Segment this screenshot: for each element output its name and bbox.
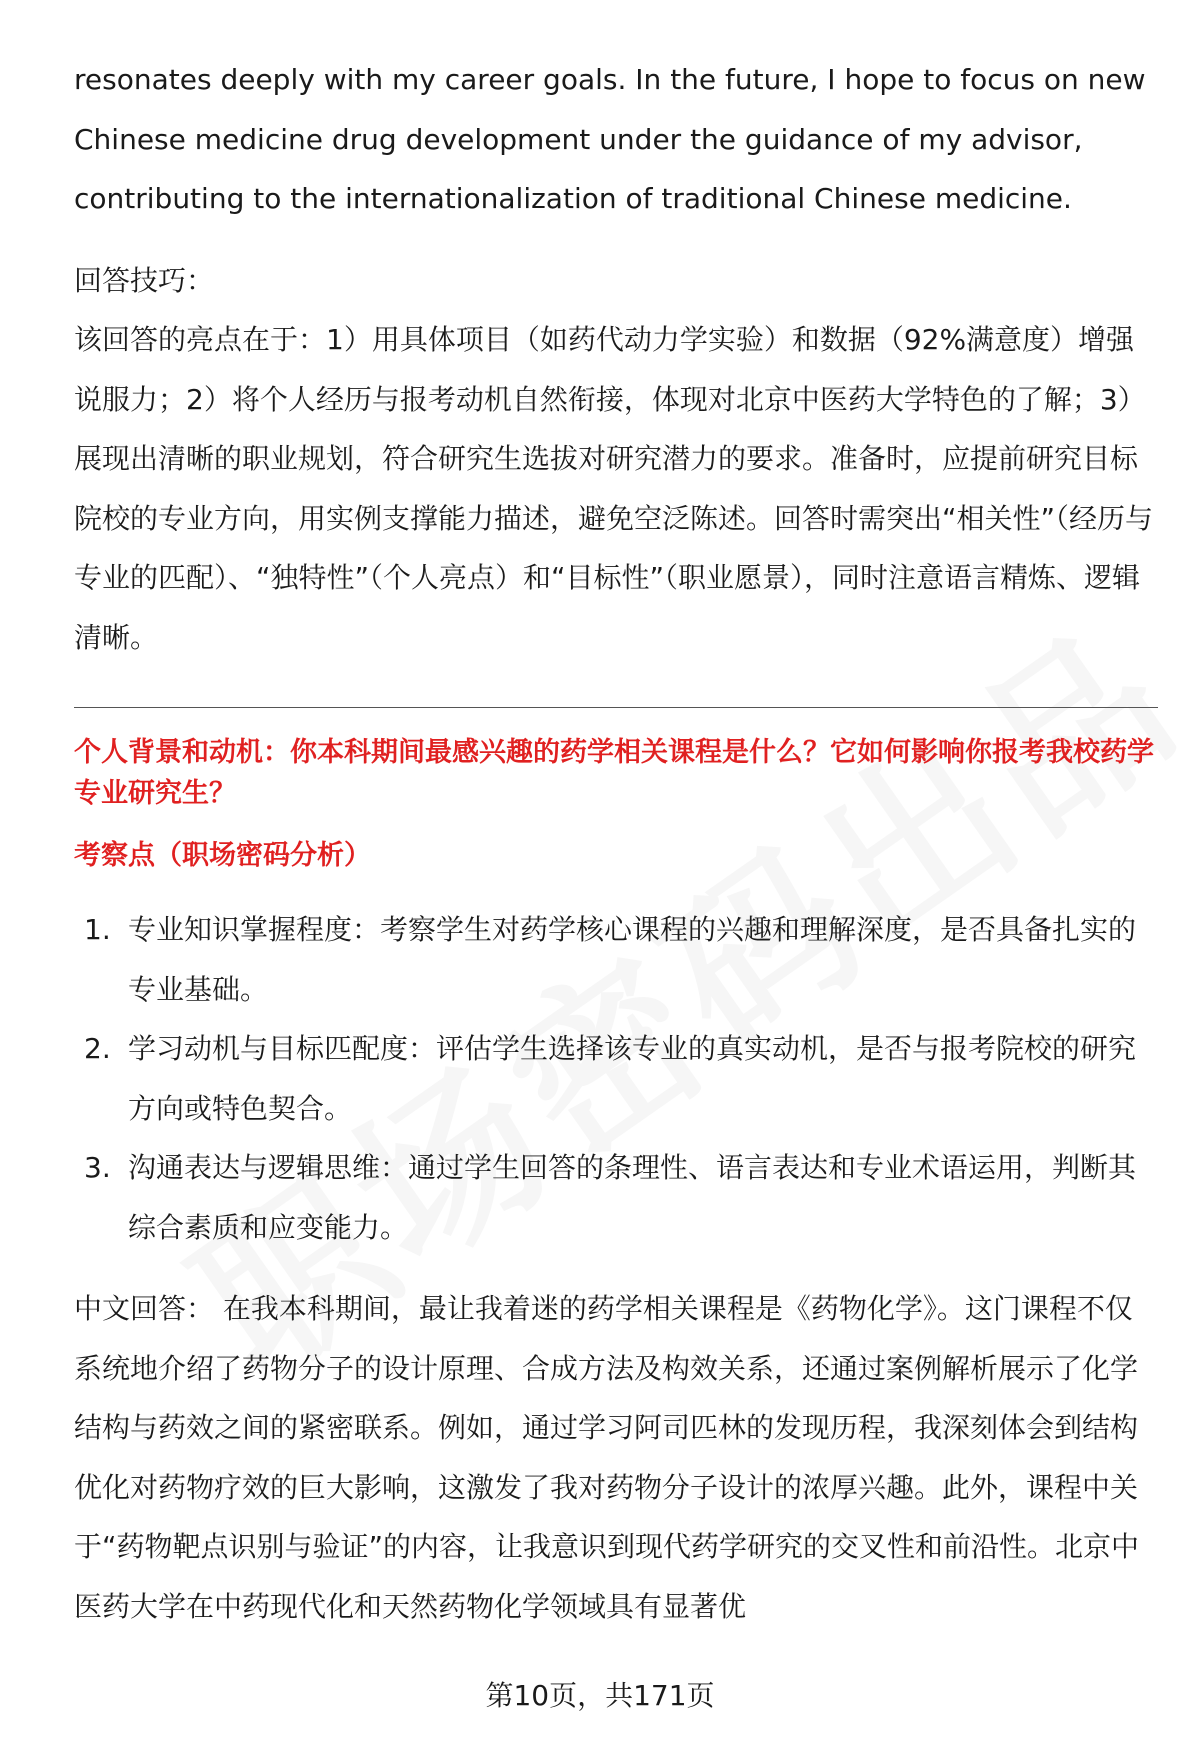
- tips-body: 该回答的亮点在于：1）用具体项目（如药代动力学实验）和数据（92%满意度）增强说服力；2）将个人经历与报考动机自然衔接，体现对北京中医药大学特色的了解；3）展现出清晰的职业规划，符合研究生选拔对研究潜力的要求。准备时，应提前研究目标院校的专业方向，用实例支撑能力描述，避免空泛陈述。回答时需突出“相关性”（经历与专业的匹配）、“独特性”（个人亮点）和“目标性”（职业愿景），同时注意语言精炼、逻辑清晰。: [74, 323, 1154, 654]
- answer-label: 中文回答：: [74, 1292, 215, 1325]
- list-item: [74, 1019, 1158, 1138]
- analysis-points-list: [74, 900, 1158, 1257]
- intro-english-paragraph: resonates deeply with my career goals. In the future, I hope to focus on new Chinese medicine drug development under the guidance of my advisor, contributing to the internationalization of traditional Chinese medicine.: [74, 63, 1146, 215]
- list-item-number: 2.: [84, 1032, 111, 1065]
- answer-body: 在我本科期间，最让我着迷的药学相关课程是《药物化学》。这门课程不仅系统地介绍了药物分子的设计原理、合成方法及构效关系，还通过案例解析展示了化学结构与药效之间的紧密联系。例如，通过学习阿司匹林的发现历程，我深刻体会到结构优化对药物疗效的巨大影响，这激发了我对药物分子设计的浓厚兴趣。此外，课程中关于“药物靶点识别与验证”的内容，让我意识到现代药学研究的交叉性和前沿性。北京中医药大学在中药现代化和天然药物化学领域具有显著优: [74, 1292, 1140, 1623]
- list-item-number: 1.: [84, 913, 111, 946]
- list-item-text: 专业知识掌握程度：考察学生对药学核心课程的兴趣和理解深度，是否具备扎实的专业基础。: [128, 913, 1137, 1006]
- list-item-text: 沟通表达与逻辑思维：通过学生回答的条理性、语言表达和专业术语运用，判断其综合素质和应变能力。: [128, 1151, 1137, 1244]
- page-number-footer: 第10页，共171页: [485, 1679, 715, 1712]
- document-page: [74, 50, 1158, 1636]
- tips-label: 回答技巧：: [74, 263, 215, 297]
- list-item-text: 学习动机与目标匹配度：评估学生选择该专业的真实动机，是否与报考院校的研究方向或特色契合。: [128, 1032, 1137, 1125]
- chinese-answer-paragraph: [74, 1279, 1158, 1636]
- analysis-heading: 考察点（职场密码分析）: [74, 840, 371, 871]
- list-item: [74, 1138, 1158, 1257]
- list-item-number: 3.: [84, 1151, 111, 1184]
- question-title: 个人背景和动机：你本科期间最感兴趣的药学相关课程是什么？它如何影响你报考我校药学专业研究生？: [74, 737, 1154, 809]
- list-item: [74, 900, 1158, 1019]
